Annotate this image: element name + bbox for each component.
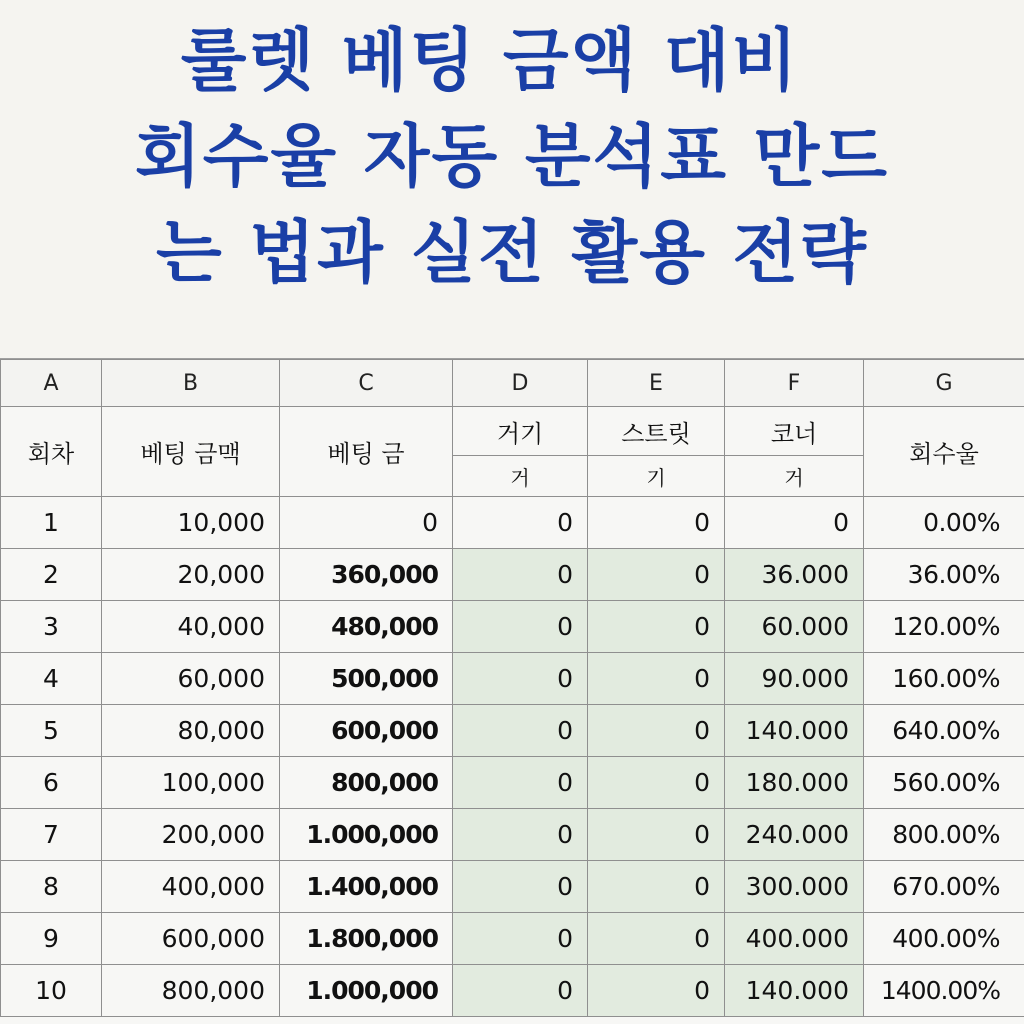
cell-return-rate[interactable]: 640.00% — [864, 705, 1024, 757]
cell-f[interactable]: 60.000 — [725, 601, 864, 653]
cell-return-rate[interactable]: 800.00% — [864, 809, 1024, 861]
cell-round[interactable]: 8 — [1, 861, 102, 913]
header-return-rate[interactable]: 회수울 — [864, 407, 1024, 497]
cell-bet-amount[interactable]: 100,000 — [102, 757, 280, 809]
cell-e[interactable]: 0 — [588, 809, 725, 861]
table-row — [1, 601, 1024, 653]
title-line-1: 룰렛 베팅 금액 대비 — [180, 22, 800, 101]
header-row — [1, 407, 1024, 456]
cell-bet-amount[interactable]: 80,000 — [102, 705, 280, 757]
cell-round[interactable]: 5 — [1, 705, 102, 757]
header-bet-amount[interactable]: 베팅 금맥 — [102, 407, 280, 497]
table-row — [1, 757, 1024, 809]
column-header-e[interactable]: E — [588, 360, 725, 407]
cell-d[interactable]: 0 — [453, 861, 588, 913]
spreadsheet-grid — [0, 359, 1024, 1017]
table-row — [1, 497, 1024, 549]
cell-round[interactable]: 9 — [1, 913, 102, 965]
cell-round[interactable]: 6 — [1, 757, 102, 809]
cell-bet-total[interactable]: 480,000 — [280, 601, 453, 653]
cell-e[interactable]: 0 — [588, 653, 725, 705]
cell-e[interactable]: 0 — [588, 601, 725, 653]
header-f-top[interactable]: 코너 — [725, 407, 864, 456]
cell-bet-total[interactable]: 0 — [280, 497, 453, 549]
cell-bet-amount[interactable]: 40,000 — [102, 601, 280, 653]
cell-f[interactable]: 240.000 — [725, 809, 864, 861]
cell-d[interactable]: 0 — [453, 809, 588, 861]
cell-round[interactable]: 10 — [1, 965, 102, 1017]
column-header-g[interactable]: G — [864, 360, 1024, 407]
cell-bet-amount[interactable]: 20,000 — [102, 549, 280, 601]
cell-f[interactable]: 90.000 — [725, 653, 864, 705]
cell-round[interactable]: 2 — [1, 549, 102, 601]
cell-f[interactable]: 140.000 — [725, 965, 864, 1017]
cell-e[interactable]: 0 — [588, 549, 725, 601]
cell-bet-amount[interactable]: 800,000 — [102, 965, 280, 1017]
header-e-top[interactable]: 스트릿 — [588, 407, 725, 456]
header-round[interactable]: 회차 — [1, 407, 102, 497]
cell-return-rate[interactable]: 1400.00% — [864, 965, 1024, 1017]
title-line-3: 는 법과 실전 활용 전략 — [156, 214, 868, 293]
header-d-top[interactable]: 거기 — [453, 407, 588, 456]
cell-f[interactable]: 0 — [725, 497, 864, 549]
cell-d[interactable]: 0 — [453, 705, 588, 757]
cell-bet-total[interactable]: 360,000 — [280, 549, 453, 601]
cell-bet-amount[interactable]: 600,000 — [102, 913, 280, 965]
cell-bet-total[interactable]: 500,000 — [280, 653, 453, 705]
column-header-b[interactable]: B — [102, 360, 280, 407]
cell-bet-total[interactable]: 1.400,000 — [280, 861, 453, 913]
cell-bet-total[interactable]: 1.800,000 — [280, 913, 453, 965]
cell-f[interactable]: 140.000 — [725, 705, 864, 757]
cell-return-rate[interactable]: 670.00% — [864, 861, 1024, 913]
cell-f[interactable]: 400.000 — [725, 913, 864, 965]
cell-d[interactable]: 0 — [453, 601, 588, 653]
header-e-sub[interactable]: 기 — [588, 456, 725, 497]
column-header-c[interactable]: C — [280, 360, 453, 407]
cell-d[interactable]: 0 — [453, 497, 588, 549]
cell-d[interactable]: 0 — [453, 549, 588, 601]
cell-round[interactable]: 7 — [1, 809, 102, 861]
cell-bet-total[interactable]: 1.000,000 — [280, 809, 453, 861]
cell-return-rate[interactable]: 0.00% — [864, 497, 1024, 549]
header-d-sub[interactable]: 거 — [453, 456, 588, 497]
table-row — [1, 705, 1024, 757]
cell-e[interactable]: 0 — [588, 497, 725, 549]
table-row — [1, 965, 1024, 1017]
cell-return-rate[interactable]: 560.00% — [864, 757, 1024, 809]
cell-f[interactable]: 180.000 — [725, 757, 864, 809]
table-row — [1, 861, 1024, 913]
table-row — [1, 653, 1024, 705]
table-row — [1, 913, 1024, 965]
cell-bet-amount[interactable]: 400,000 — [102, 861, 280, 913]
header-f-sub[interactable]: 거 — [725, 456, 864, 497]
cell-f[interactable]: 36.000 — [725, 549, 864, 601]
cell-round[interactable]: 1 — [1, 497, 102, 549]
spreadsheet — [0, 358, 1024, 1024]
cell-e[interactable]: 0 — [588, 913, 725, 965]
column-header-f[interactable]: F — [725, 360, 864, 407]
column-header-d[interactable]: D — [453, 360, 588, 407]
cell-d[interactable]: 0 — [453, 653, 588, 705]
cell-return-rate[interactable]: 160.00% — [864, 653, 1024, 705]
cell-d[interactable]: 0 — [453, 757, 588, 809]
cell-e[interactable]: 0 — [588, 861, 725, 913]
cell-d[interactable]: 0 — [453, 965, 588, 1017]
cell-round[interactable]: 4 — [1, 653, 102, 705]
cell-f[interactable]: 300.000 — [725, 861, 864, 913]
table-row — [1, 809, 1024, 861]
cell-round[interactable]: 3 — [1, 601, 102, 653]
cell-bet-total[interactable]: 600,000 — [280, 705, 453, 757]
cell-return-rate[interactable]: 36.00% — [864, 549, 1024, 601]
cell-return-rate[interactable]: 400.00% — [864, 913, 1024, 965]
cell-bet-amount[interactable]: 60,000 — [102, 653, 280, 705]
cell-e[interactable]: 0 — [588, 705, 725, 757]
cell-e[interactable]: 0 — [588, 757, 725, 809]
title-line-2: 회수율 자동 분석표 만드 — [135, 118, 889, 197]
table-row — [1, 549, 1024, 601]
page-title — [0, 0, 1024, 356]
cell-bet-amount[interactable]: 200,000 — [102, 809, 280, 861]
cell-bet-total[interactable]: 800,000 — [280, 757, 453, 809]
cell-bet-amount[interactable]: 10,000 — [102, 497, 280, 549]
column-letters-row — [1, 360, 1024, 407]
column-header-a[interactable]: A — [1, 360, 102, 407]
cell-return-rate[interactable]: 120.00% — [864, 601, 1024, 653]
header-bet-total[interactable]: 베팅 금 — [280, 407, 453, 497]
cell-bet-total[interactable]: 1.000,000 — [280, 965, 453, 1017]
cell-d[interactable]: 0 — [453, 913, 588, 965]
cell-e[interactable]: 0 — [588, 965, 725, 1017]
